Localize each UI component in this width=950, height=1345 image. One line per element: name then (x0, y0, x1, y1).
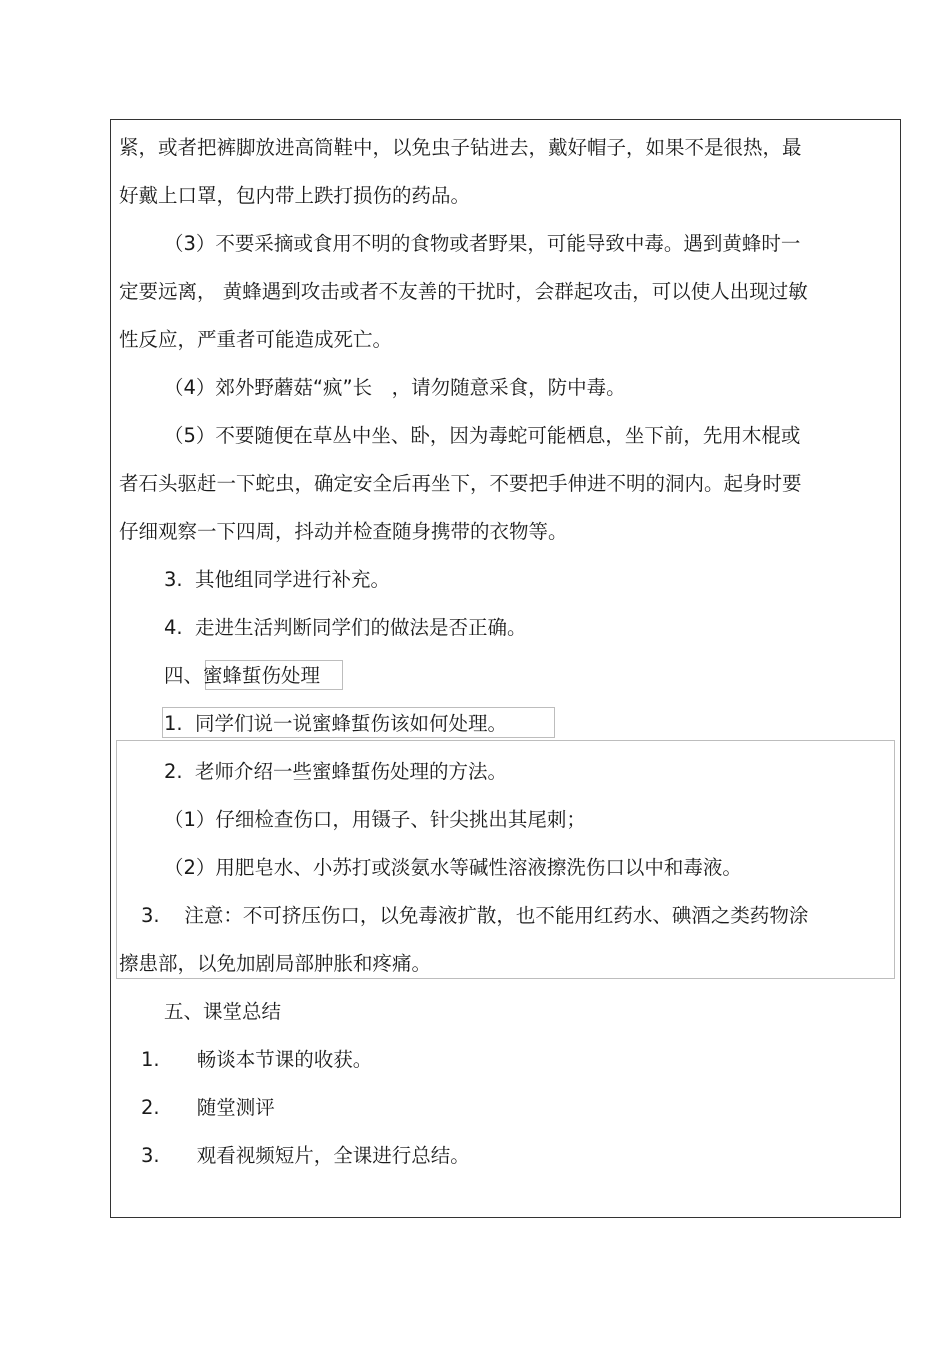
list-item: 4. 走进生活判断同学们的做法是否正确。 (164, 616, 527, 639)
text-line: 者石头驱赶一下蛇虫，确定安全后再坐下，不要把手伸进不明的洞内。起身时要 (119, 472, 802, 495)
text-line: （4）郊外野蘑菇“疯”长 ，请勿随意采食，防中毒。 (164, 376, 626, 399)
section-heading: 五、课堂总结 (164, 1000, 282, 1023)
text-line: 好戴上口罩，包内带上跌打损伤的药品。 (119, 184, 471, 207)
text-line: 擦患部，以免加剧局部肿胀和疼痛。 (119, 952, 432, 975)
text-line: 3. 注意：不可挤压伤口，以免毒液扩散，也不能用红药水、碘酒之类药物涂 (141, 904, 809, 927)
list-item: 2. 老师介绍一些蜜蜂蜇伤处理的方法。 (164, 760, 508, 783)
text-line: 定要远离， 黄蜂遇到攻击或者不友善的干扰时，会群起攻击，可以使人出现过敏 (119, 280, 808, 303)
text-line: （1）仔细检查伤口，用镊子、针尖挑出其尾刺； (164, 808, 586, 831)
text-line: 仔细观察一下四周，抖动并检查随身携带的衣物等。 (119, 520, 568, 543)
list-item: 2. 随堂测评 (141, 1096, 275, 1119)
text-line: （2）用肥皂水、小苏打或淡氨水等碱性溶液擦洗伤口以中和毒液。 (164, 856, 742, 879)
text-line: 紧，或者把裤脚放进高筒鞋中，以免虫子钻进去，戴好帽子，如果不是很热，最 (119, 136, 802, 159)
list-item: 3. 其他组同学进行补充。 (164, 568, 391, 591)
list-item: 1. 畅谈本节课的收获。 (141, 1048, 373, 1071)
list-item: 3. 观看视频短片，全课进行总结。 (141, 1144, 470, 1167)
text-line: （3）不要采摘或食用不明的食物或者野果，可能导致中毒。遇到黄蜂时一 (164, 232, 801, 255)
list-item: 1. 同学们说一说蜜蜂蜇伤该如何处理。 (164, 712, 508, 735)
text-line: 性反应，严重者可能造成死亡。 (119, 328, 393, 351)
text-line: （5）不要随便在草丛中坐、卧，因为毒蛇可能栖息，坐下前，先用木棍或 (164, 424, 801, 447)
section-heading: 四、蜜蜂蜇伤处理 (164, 664, 321, 687)
